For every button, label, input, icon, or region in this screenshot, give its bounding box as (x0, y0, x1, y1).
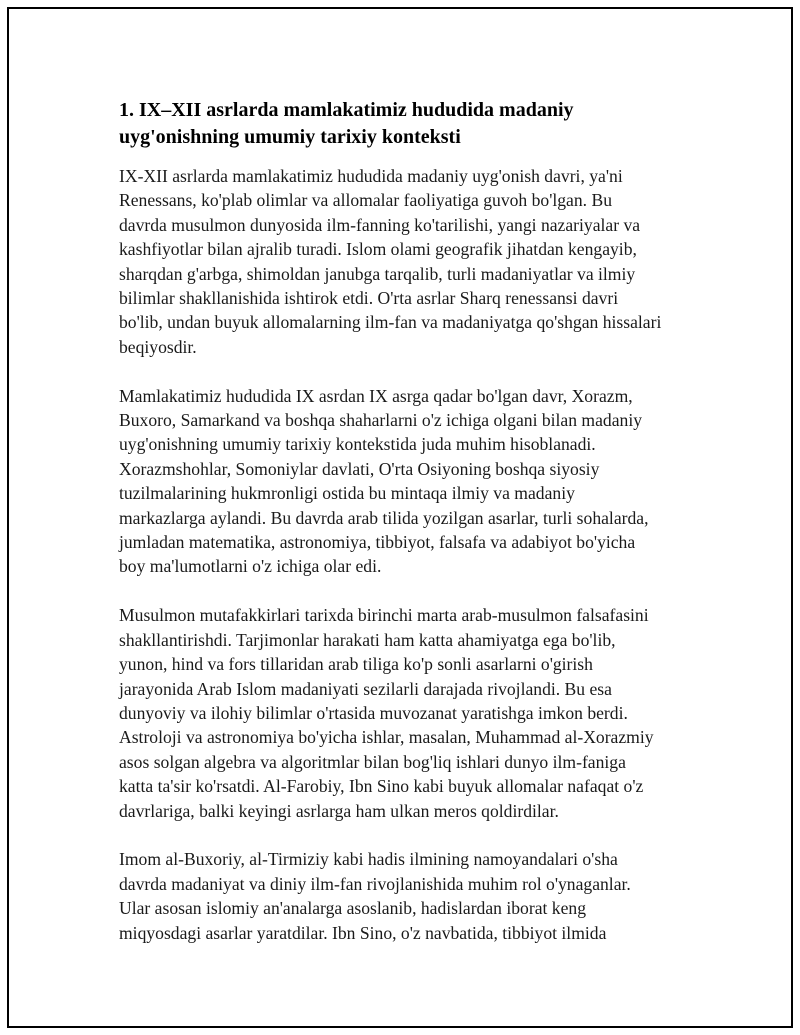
paragraph-line: Astroloji va astronomiya bo'yicha ishlar, masalan, Muhammad al-Xorazmiy (119, 727, 654, 748)
paragraph-line: jumladan matematika, astronomiya, tibbiyot, falsafa va adabiyot bo'yicha (119, 532, 636, 553)
paragraph-line: shakllantirishdi. Tarjimonlar harakati ham katta ahamiyatga ega bo'lib, (119, 629, 616, 650)
body-paragraph (119, 164, 709, 359)
paragraph-line: jarayonida Arab Islom madaniyati sezilarli darajada rivojlandi. Bu esa (119, 678, 612, 699)
paragraph-line: asos solgan algebra va algoritmlar bilan bog'liq ishlari dunyo ilm-faniga (119, 751, 626, 772)
paragraph-line: Renessans, ko'plab olimlar va allomalar faoliyatiga guvoh bo'lgan. Bu (119, 190, 612, 211)
body-paragraph (119, 384, 709, 579)
paragraph-line: Musulmon mutafakkirlari tarixda birinchi marta arab-musulmon falsafasini (119, 605, 649, 626)
paragraph-line: Xorazmshohlar, Somoniylar davlati, O'rta Osiyoning boshqa siyosiy (119, 458, 600, 479)
paragraph-line: boy ma'lumotlarni o'z ichiga olar edi. (119, 556, 382, 577)
paragraph-line: beqiyosdir. (119, 336, 197, 357)
paragraph-line: uyg'onishning umumiy tarixiy kontekstida juda muhim hisoblanadi. (119, 434, 596, 455)
body-paragraph (119, 603, 709, 823)
paragraph-line: miqyosdagi asarlar yaratdilar. Ibn Sino, o'z navbatida, tibbiyot ilmida (119, 922, 607, 943)
paragraph-line: IX-XII asrlarda mamlakatimiz hududida madaniy uyg'onish davri, ya'ni (119, 166, 623, 186)
paragraph-line: kashfiyotlar bilan ajralib turadi. Islom olami geografik jihatdan kengayib, (119, 239, 637, 260)
document-page (7, 7, 793, 1028)
paragraph-line: sharqdan g'arbga, shimoldan janubga tarqalib, turli madaniyatlar va ilmiy (119, 263, 636, 284)
paragraph-line: Ular asosan islomiy an'analarga asoslanib, hadislardan iborat keng (119, 898, 586, 919)
paragraph-line: Mamlakatimiz hududida IX asrdan IX asrga qadar bo'lgan davr, Xorazm, (119, 385, 633, 406)
paragraph-line: dunyoviy va ilohiy bilimlar o'rtasida muvozanat yaratishga imkon berdi. (119, 702, 628, 723)
paragraph-line: davrlariga, balki keyingi asrlarga ham ulkan meros qoldirdilar. (119, 800, 559, 821)
paragraph-line: bilimlar shakllanishida ishtirok etdi. O'rta asrlar Sharq renessansi davri (119, 288, 619, 309)
paragraph-line: markazlarga aylandi. Bu davrda arab tilida yozilgan asarlar, turli sohalarda, (119, 507, 649, 528)
paragraph-line: katta ta'sir ko'rsatdi. Al-Farobiy, Ibn Sino kabi buyuk allomalar nafaqat o'z (119, 776, 644, 797)
paragraph-line: bo'lib, undan buyuk allomalarning ilm-fan va madaniyatga qo'shgan hissalari (119, 312, 662, 333)
paragraph-line: tuzilmalarining hukmronligi ostida bu mintaqa ilmiy va madaniy (119, 483, 575, 504)
paragraphs (119, 164, 709, 945)
paragraph-line: davrda madaniyat va diniy ilm-fan rivojlanishida muhim rol o'ynaganlar. (119, 873, 631, 894)
heading-line: uyg'onishning umumiy tarixiy konteksti (119, 126, 461, 148)
paragraph-line: Buxoro, Samarkand va boshqa shaharlarni o'z ichiga olgani bilan madaniy (119, 410, 643, 431)
paragraph-line: davrda musulmon dunyosida ilm-fanning ko'tarilishi, yangi nazariyalar va (119, 214, 641, 235)
section-heading (119, 97, 709, 151)
paragraph-line: yunon, hind va fors tillaridan arab tiliga ko'p sonli asarlarni o'girish (119, 654, 593, 675)
paragraph-line: Imom al-Buxoriy, al-Tirmiziy kabi hadis ilmining namoyandalari o'sha (119, 849, 618, 870)
heading-line: 1. IX–XII asrlarda mamlakatimiz hududida madaniy (119, 99, 574, 121)
document-content (119, 97, 709, 969)
body-paragraph (119, 847, 709, 945)
